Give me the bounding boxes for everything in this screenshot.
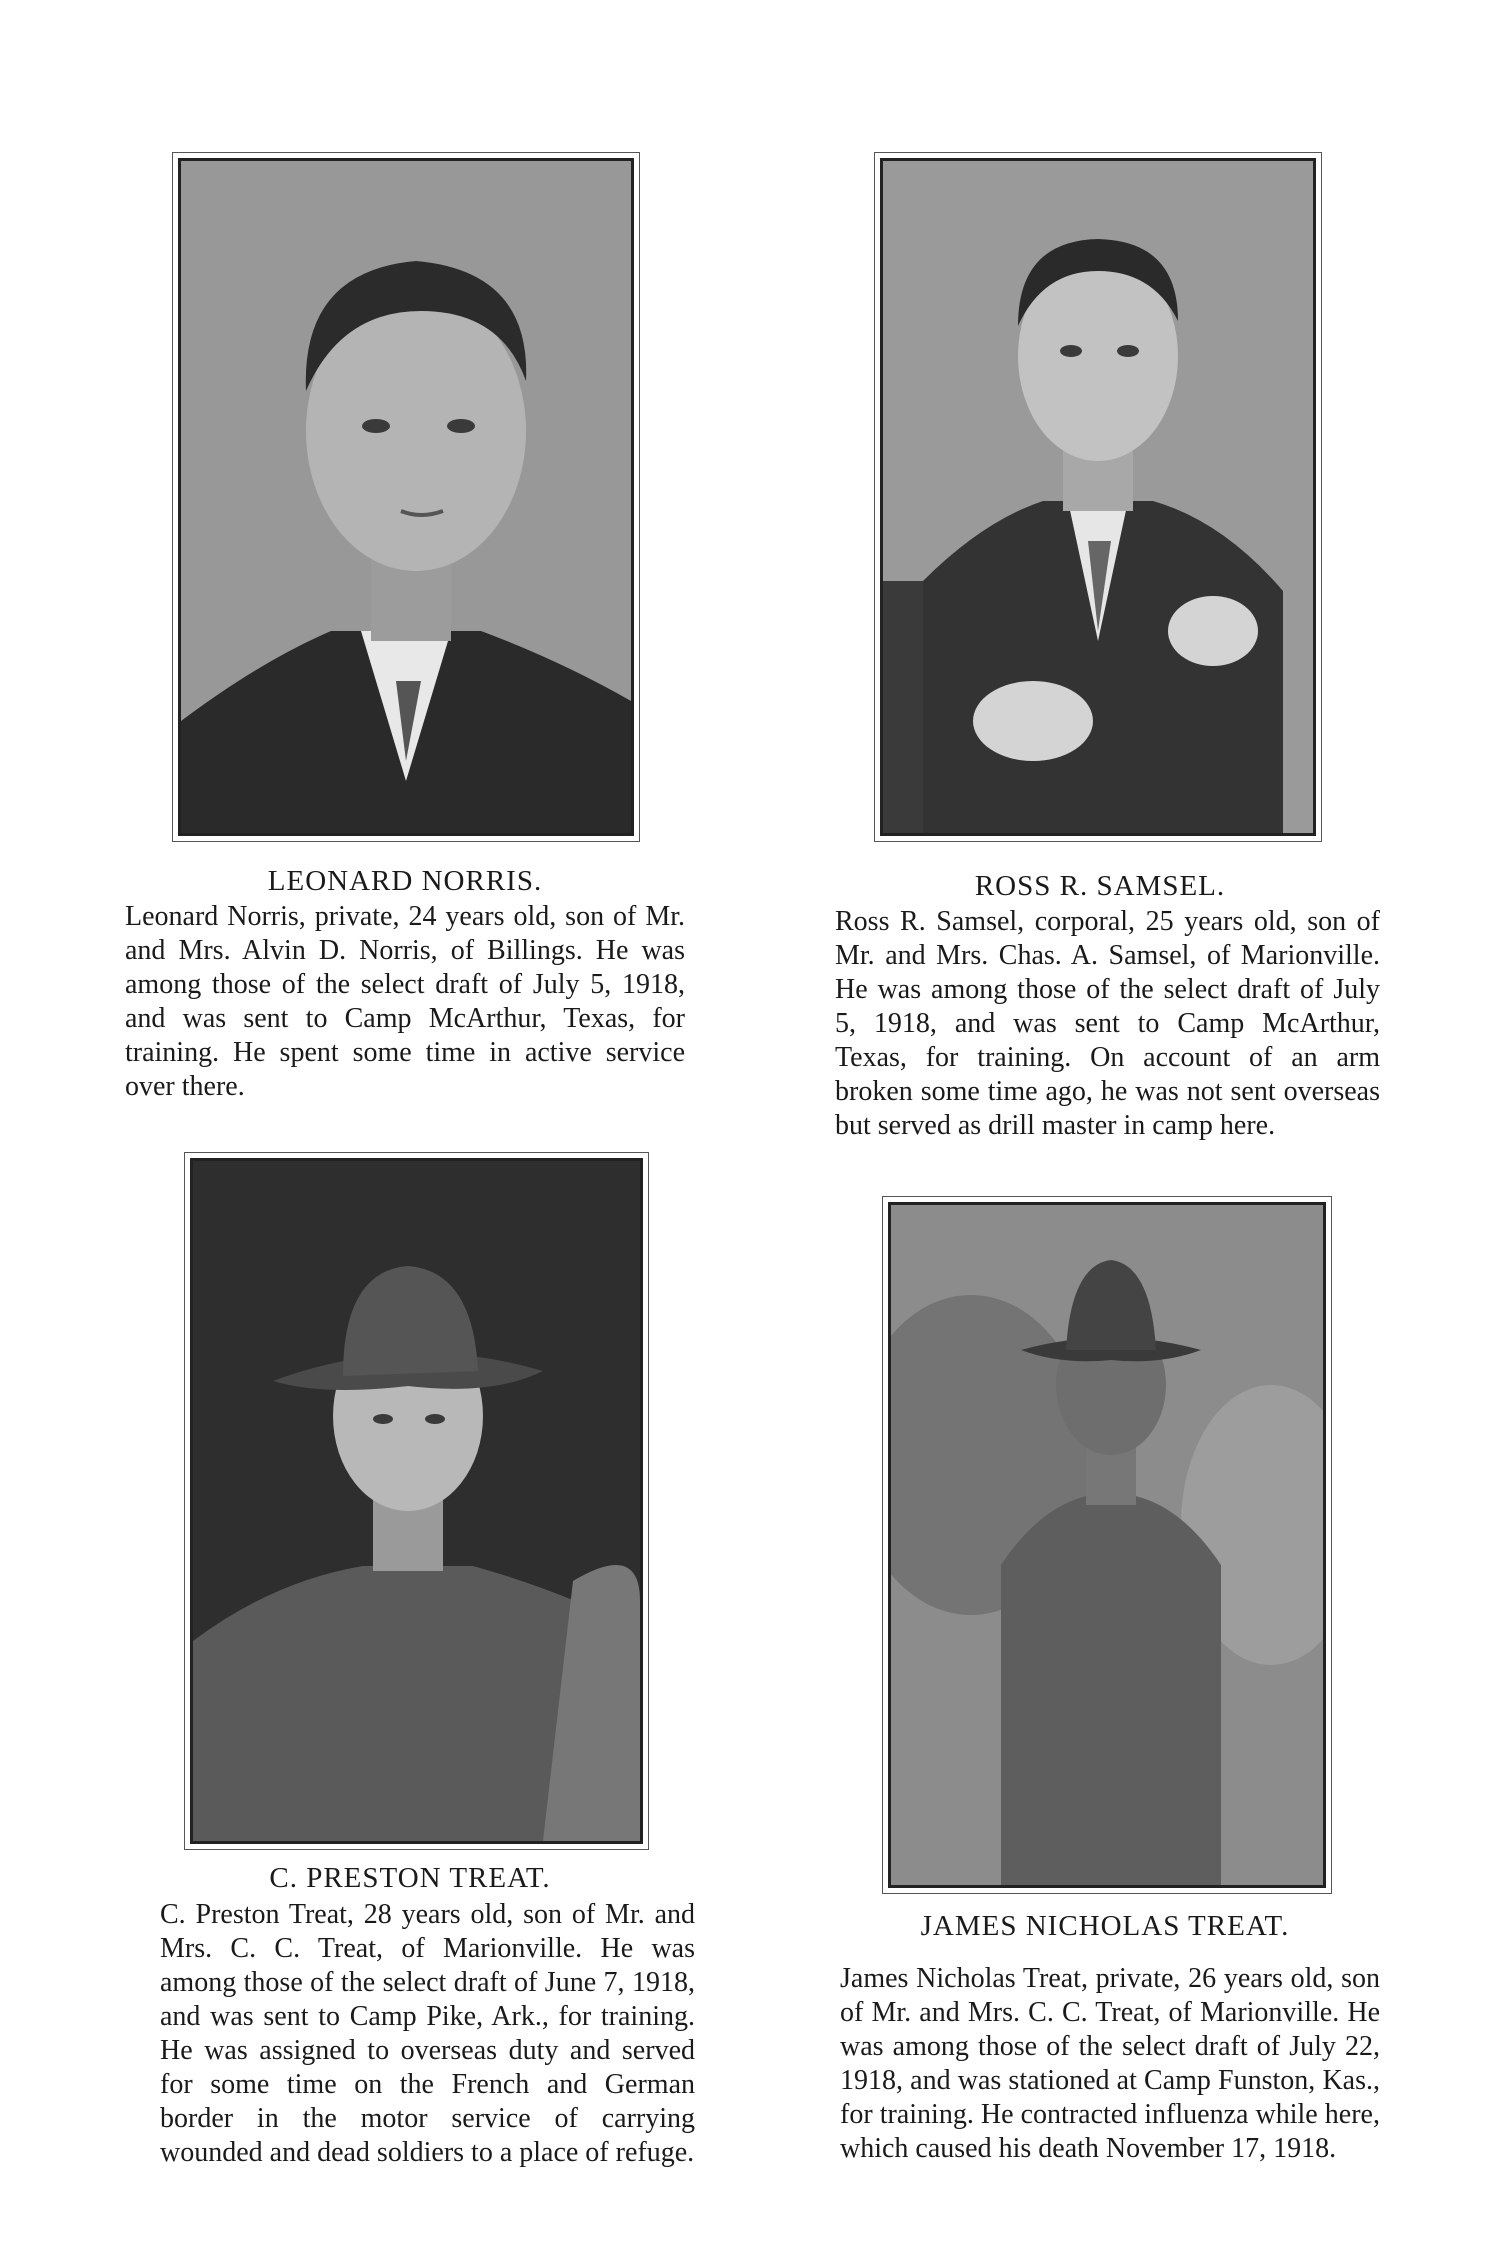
portrait-ross-samsel: [880, 158, 1316, 836]
name-leonard-norris: LEONARD NORRIS.: [267, 865, 543, 897]
bio-ross-samsel: Ross R. Samsel, corporal, 25 years old, son of Mr. and Mrs. Chas. A. Samsel, of Marionville. He was among those of the select draft of July 5, 1918, and was sent to Camp McArthur, Texas, for training. On account of an arm broken some time ago, he was not sent overseas but served as drill master in camp here.: [835, 906, 1380, 1141]
name-james-nicholas-treat: JAMES NICHOLAS TREAT.: [920, 1910, 1290, 1942]
name-c-preston-treat: C. PRESTON TREAT.: [269, 1862, 551, 1894]
bio-leonard-norris: Leonard Norris, private, 24 years old, son of Mr. and Mrs. Alvin D. Norris, of Billings. He was among those of the select draft of July 5, 1918, and was sent to Camp McArthur, Texas, for training. He spent some time in active service over there.: [125, 901, 685, 1102]
portrait-leonard-norris: [178, 158, 634, 836]
name-ross-samsel: ROSS R. SAMSEL.: [974, 870, 1226, 902]
bio-c-preston-treat: C. Preston Treat, 28 years old, son of Mr. and Mrs. C. C. Treat, of Marionville. He was among those of the select draft of June 7, 1918, and was sent to Camp Pike, Ark., for training. He was assigned to overseas duty and served for some time on the French and German border in the motor service of carrying wounded and dead soldiers to a place of refuge.: [160, 1899, 695, 2168]
bio-james-nicholas-treat: James Nicholas Treat, private, 26 years old, son of Mr. and Mrs. C. C. Treat, of Marionville. He was among those of the select draft of July 22, 1918, and was stationed at Camp Funston, Kas., for training. He contracted influenza while here, which caused his death November 17, 1918.: [840, 1963, 1380, 2164]
portrait-c-preston-treat: [190, 1158, 643, 1844]
portrait-james-nicholas-treat: [888, 1202, 1326, 1888]
